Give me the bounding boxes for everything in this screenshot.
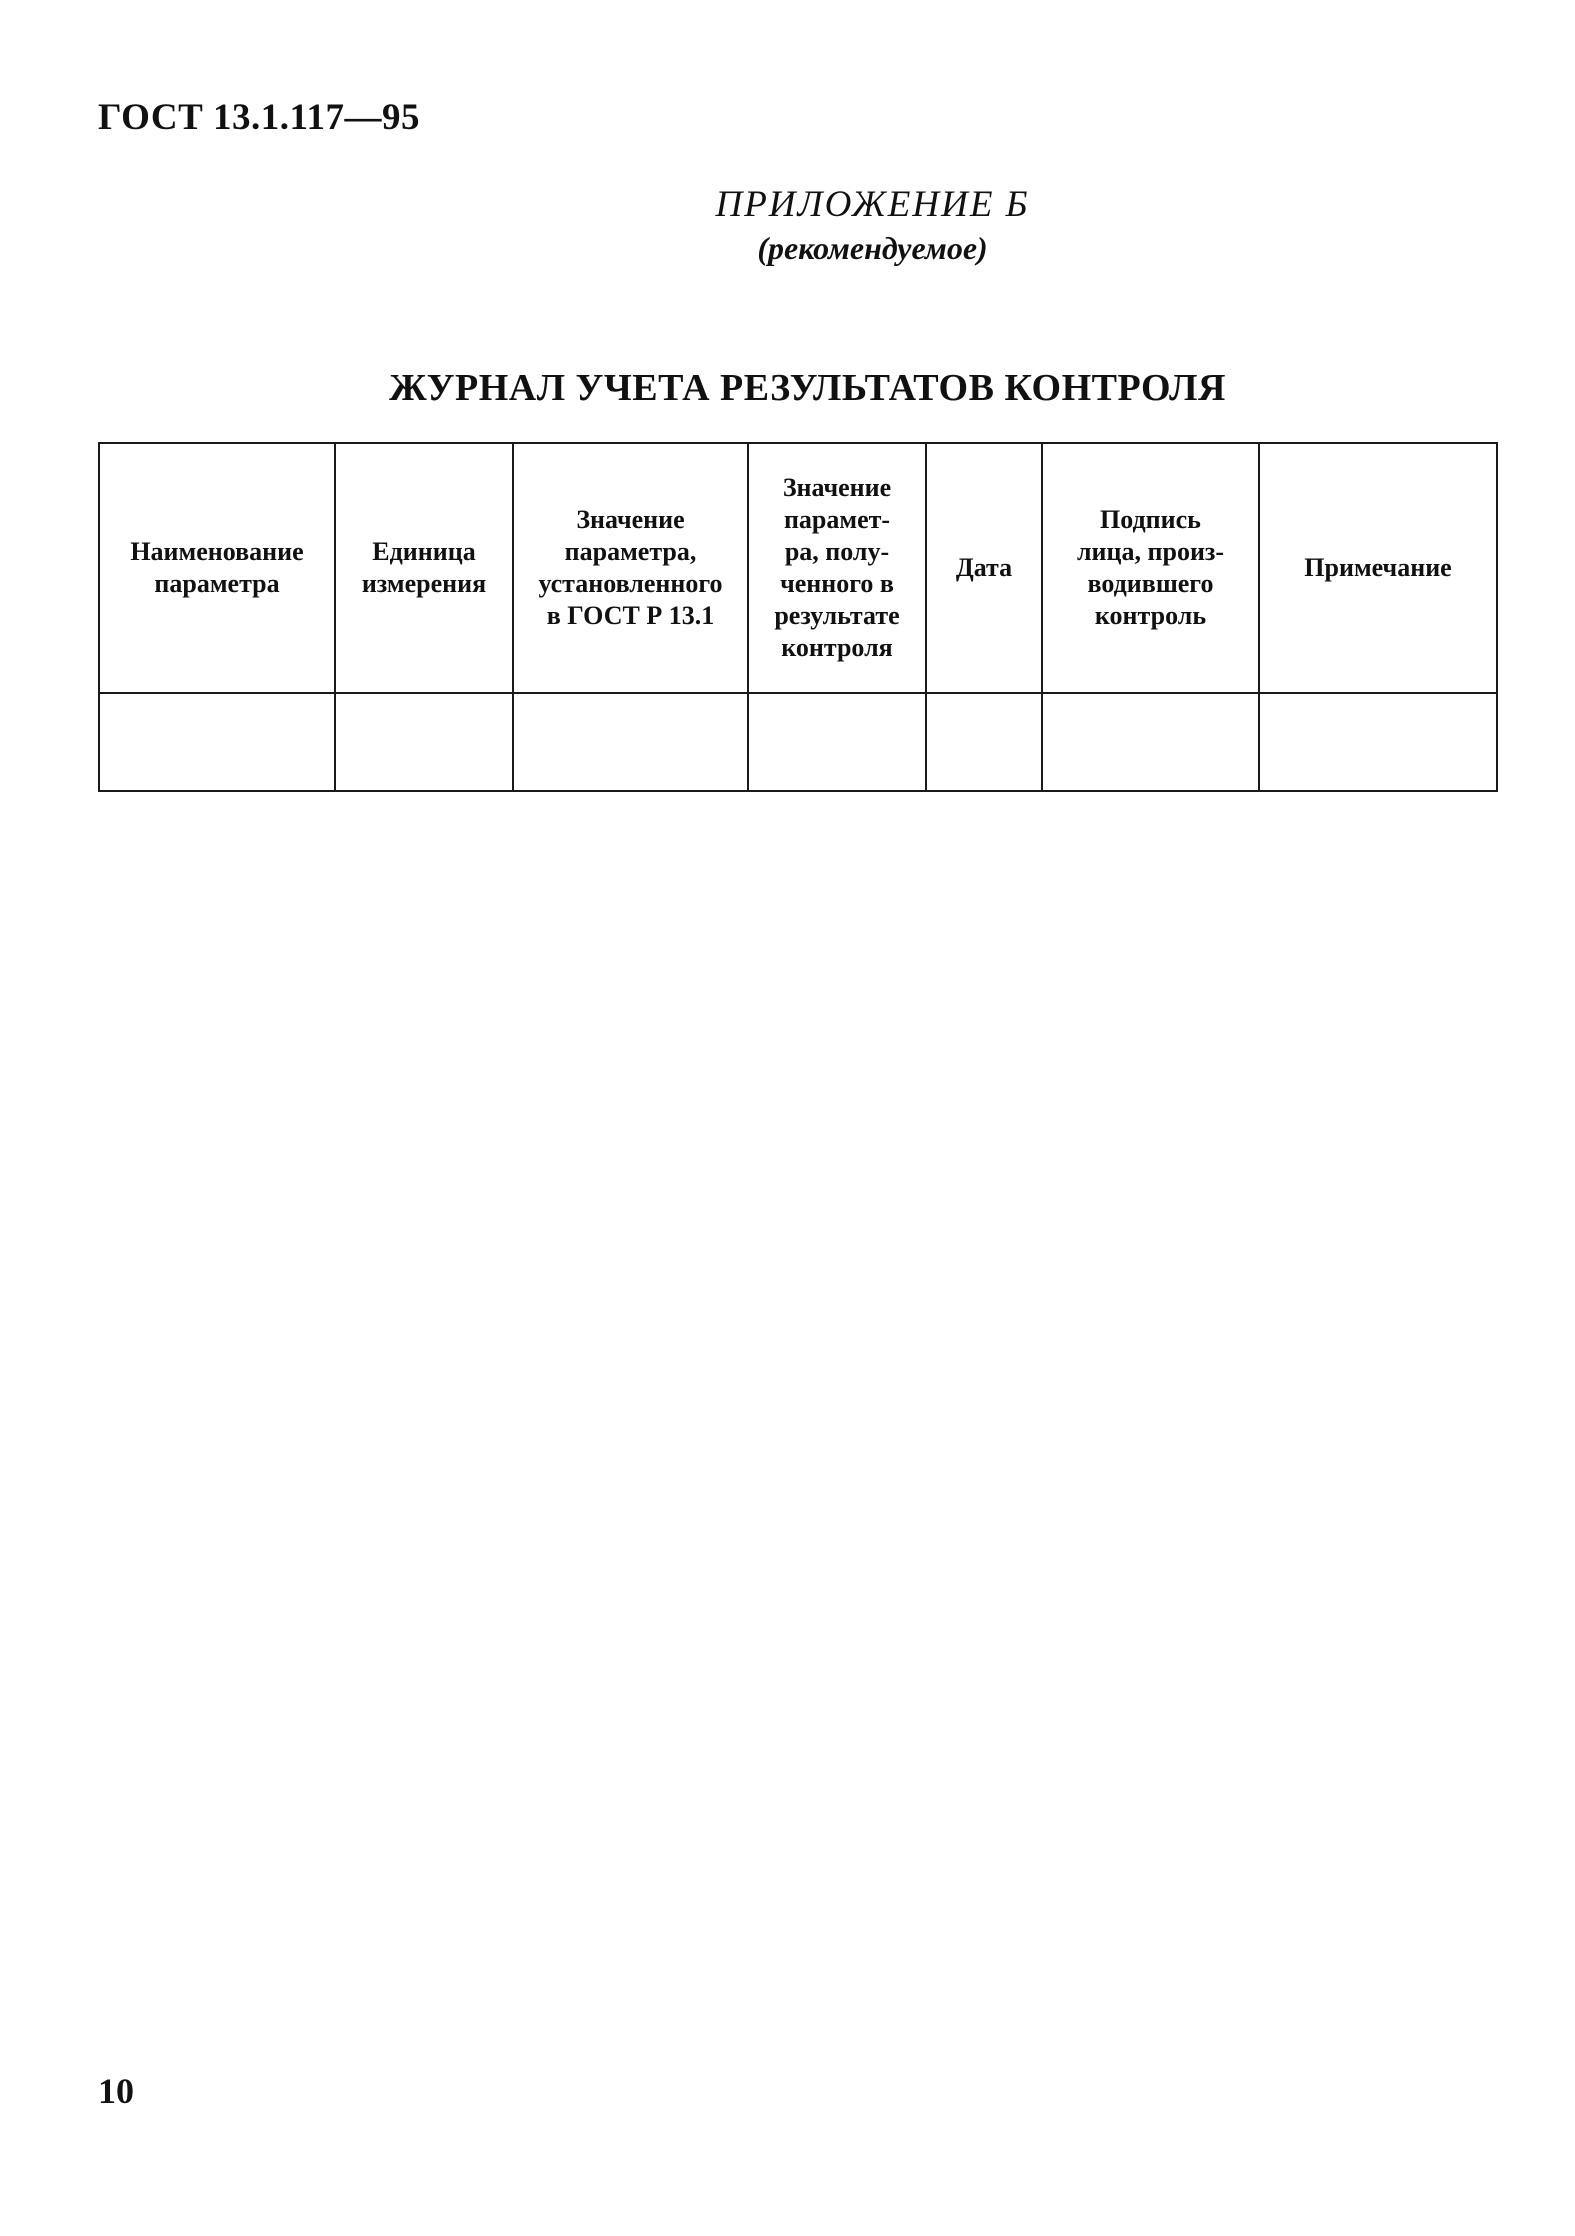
appendix-title: ПРИЛОЖЕНИЕ Б [715,184,1030,225]
appendix-heading [0,182,1575,268]
column-header-standard-value: Значение параметра, установленного в ГОСТ Р 13.1 [513,443,748,693]
table-row [99,693,1497,791]
column-header-unit: Единица измерения [335,443,513,693]
journal-title [0,366,1575,410]
appendix-subtitle: (рекомендуемое) [757,230,988,266]
document-id: ГОСТ 13.1.117—95 [98,97,420,138]
column-header-note: Примечание [1259,443,1497,693]
table-cell [335,693,513,791]
column-header-parameter-name: Наименование параметра [99,443,335,693]
column-header-measured-value: Значение парамет- ра, полу- ченного в результате контроля [748,443,926,693]
column-header-date: Дата [926,443,1042,693]
table-cell [926,693,1042,791]
column-header-signature: Подпись лица, произ- водившего контроль [1042,443,1259,693]
journal-title-text: ЖУРНАЛ УЧЕТА РЕЗУЛЬТАТОВ КОНТРОЛЯ [389,367,1226,409]
table-cell [513,693,748,791]
table-cell [1042,693,1259,791]
control-results-table [98,442,1498,792]
table-cell [1259,693,1497,791]
table-cell [748,693,926,791]
table-header-row [99,443,1497,693]
table-cell [99,693,335,791]
page-number: 10 [98,2071,134,2111]
